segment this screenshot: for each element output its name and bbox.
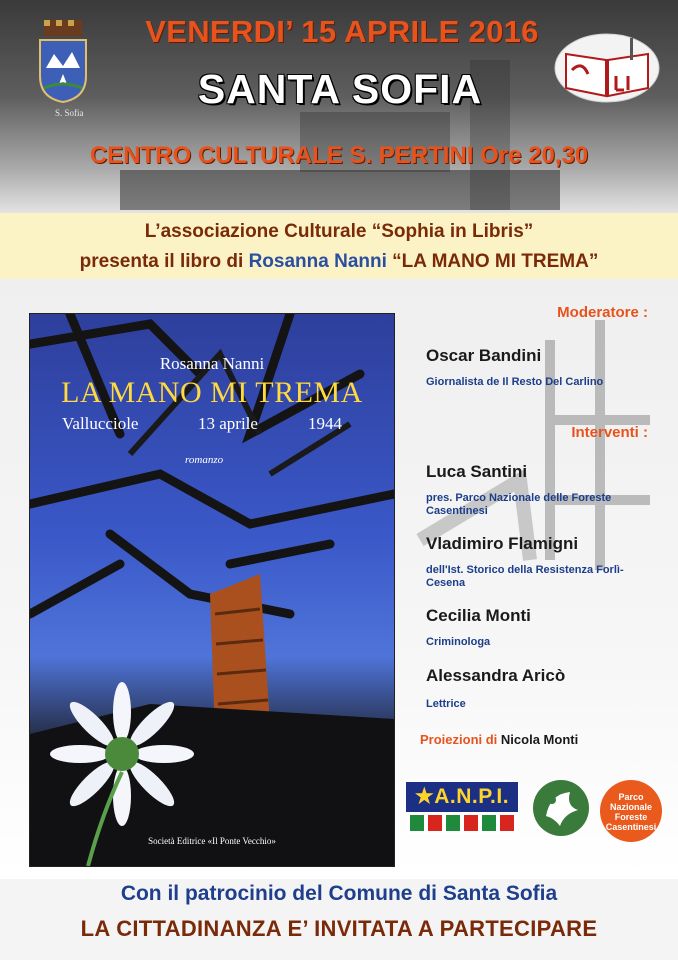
speaker-desc: dell'Ist. Storico della Resistenza Forlì-Cesena — [426, 564, 624, 589]
speaker-desc: Lettrice — [426, 698, 466, 710]
sophia-in-libris-logo — [552, 30, 662, 106]
speaker-name: Cecilia Monti — [426, 606, 531, 625]
book-date: 13 aprile — [198, 414, 258, 433]
event-date: VENERDI’ 15 APRILE 2016 — [145, 14, 539, 49]
book-genre: romanzo — [185, 454, 224, 466]
book-cover — [30, 314, 394, 866]
town-crest-icon — [36, 18, 90, 104]
event-town: SANTA SOFIA — [197, 66, 483, 112]
intro-line-2 — [0, 251, 678, 273]
book-author: Rosanna Nanni — [159, 354, 265, 373]
book-publisher: Società Editrice «Il Ponte Vecchio» — [148, 836, 276, 846]
intro-author: Rosanna Nanni — [248, 251, 387, 272]
anpi-logo — [406, 782, 518, 834]
park-leaf-logo-icon — [530, 778, 592, 838]
projections-label: Proiezioni di — [420, 732, 498, 747]
speaker-name: Vladimiro Flamigni — [426, 534, 579, 553]
moderator-heading: Moderatore : — [557, 304, 648, 321]
moderator-name: Oscar Bandini — [426, 346, 542, 365]
patronage-text: Con il patrocinio del Comune di Santa Sofia — [120, 882, 558, 905]
speaker-name: Alessandra Aricò — [426, 666, 566, 685]
projections-name: Nicola Monti — [500, 732, 579, 747]
intro-book-title: “LA MANO MI TREMA” — [386, 251, 599, 272]
moderator-desc: Giornalista de Il Resto Del Carlino — [426, 376, 604, 388]
book-place: Vallucciole — [62, 414, 139, 433]
event-venue: CENTRO CULTURALE S. PERTINI Ore 20,30 — [89, 142, 589, 169]
book-year: 1944 — [308, 414, 342, 433]
speakers-heading: Interventi : — [571, 424, 648, 441]
intro-prefix: presenta il libro di — [79, 251, 249, 272]
anpi-label: ★A.N.P.I. — [414, 785, 510, 808]
book-title: LA MANO MI TREMA — [61, 376, 363, 409]
intro-line-1: L’associazione Culturale “Sophia in Libris” — [144, 221, 534, 242]
crest-label: S. Sofia — [55, 108, 84, 118]
speaker-desc: pres. Parco Nazionale delle Foreste Casentinesi — [426, 492, 612, 517]
italian-flag-stripes — [406, 812, 518, 834]
invitation-text: LA CITTADINANZA E’ INVITATA A PARTECIPARE — [80, 916, 598, 941]
speaker-name: Luca Santini — [426, 462, 528, 481]
projections-credit — [420, 732, 578, 747]
speaker-desc: Criminologa — [426, 636, 491, 648]
park-badge-text: Parco Nazionale Foreste Casentinesi — [605, 792, 657, 832]
